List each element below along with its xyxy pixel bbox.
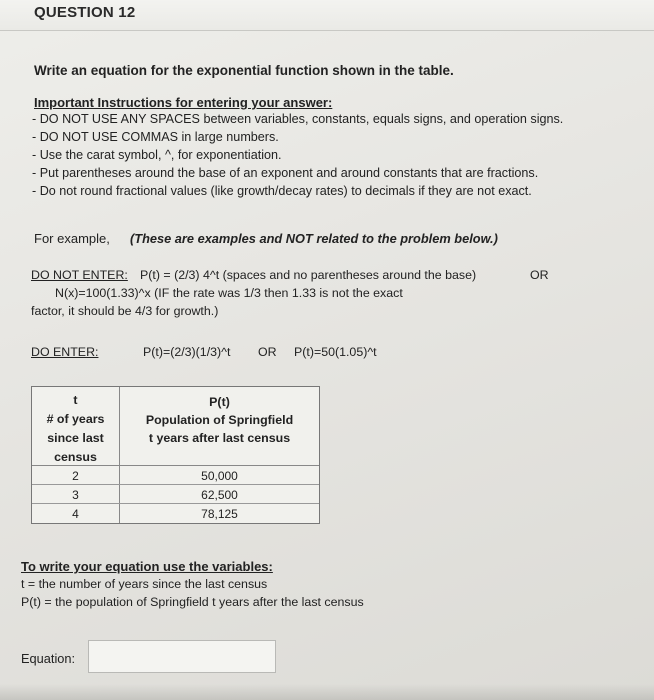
variable-p-definition: P(t) = the population of Springfield t years after the last census (21, 595, 364, 609)
table-cell-p: 78,125 (201, 507, 238, 521)
do-not-enter-label: DO NOT ENTER: (31, 268, 128, 282)
question-prompt: Write an equation for the exponential function shown in the table. (34, 63, 454, 78)
variables-heading: To write your equation use the variables: (21, 559, 273, 574)
col1-header-line: # of years (46, 412, 105, 426)
table-cell-t: 4 (72, 507, 79, 521)
or-separator: OR (530, 268, 549, 282)
example-label: For example, (34, 231, 110, 246)
or-separator: OR (258, 345, 277, 359)
col2-header-line: P(t) (209, 395, 230, 409)
do-enter-label: DO ENTER: (31, 345, 99, 359)
do-enter-example-1: P(t)=(2/3)(1/3)^t (143, 345, 231, 359)
table-cell-p: 62,500 (201, 488, 238, 502)
instructions-heading: Important Instructions for entering your answer: (34, 95, 333, 110)
col1-header-line: since last (47, 431, 104, 445)
instruction-item: - Use the carat symbol, ^, for exponentiation. (32, 148, 282, 162)
instruction-item: - Put parentheses around the base of an exponent and around constants that are fractions. (32, 166, 539, 180)
col2-header-line: t years after last census (148, 431, 291, 445)
equation-label: Equation: (21, 651, 76, 666)
table-cell-p: 50,000 (201, 469, 238, 483)
question-title: QUESTION 12 (34, 4, 136, 21)
do-enter-example-2: P(t)=50(1.05)^t (294, 345, 377, 359)
do-not-enter-example-3: factor, it should be 4/3 for growth.) (31, 304, 219, 318)
table-cell-t: 2 (72, 469, 79, 483)
data-table (31, 386, 320, 524)
col1-header-line: t (73, 393, 78, 407)
equation-input[interactable] (88, 640, 276, 673)
col2-header-line: Population of Springfield (145, 413, 294, 427)
do-not-enter-example-1: P(t) = (2/3) 4^t (spaces and no parentheses around the base) (140, 268, 477, 282)
instruction-item: - Do not round fractional values (like growth/decay rates) to decimals if they are not exact. (32, 184, 532, 198)
instruction-item: - DO NOT USE ANY SPACES between variables, constants, equals signs, and operation signs. (32, 112, 564, 126)
question-header (0, 0, 654, 31)
col1-header-line: census (54, 450, 97, 464)
instruction-item: - DO NOT USE COMMAS in large numbers. (32, 130, 279, 144)
example-note: (These are examples and NOT related to the problem below.) (130, 231, 498, 246)
variable-t-definition: t = the number of years since the last census (21, 577, 268, 591)
table-cell-t: 3 (72, 488, 79, 502)
do-not-enter-example-2: N(x)=100(1.33)^x (IF the rate was 1/3 then 1.33 is not the exact (55, 286, 403, 300)
